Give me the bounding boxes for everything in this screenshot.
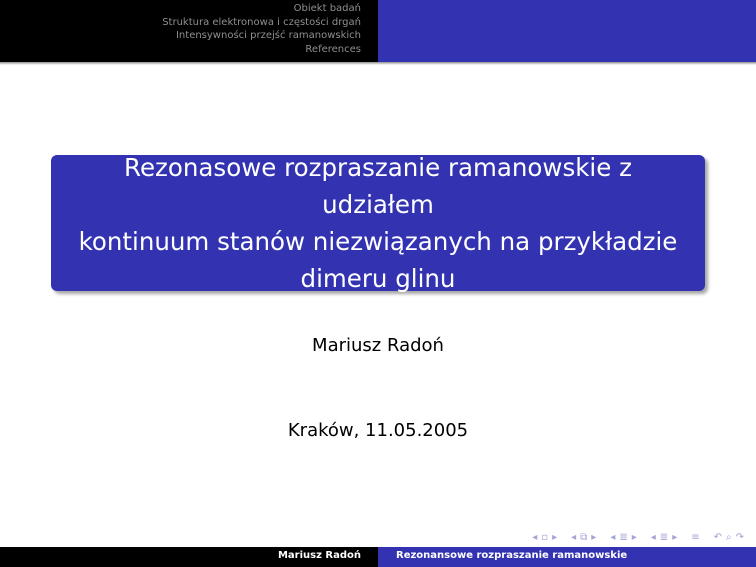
section-icon-2[interactable]: ≣ [659,531,669,543]
footer-title-panel [378,547,756,567]
section-link-references[interactable]: References [305,43,361,55]
search-icon[interactable]: ⌕ [726,531,732,543]
presentation-title [68,149,688,297]
title-line-2: kontinuum stanów niezwiązanych na przykładzie [78,227,678,256]
subsection-next-icon[interactable]: ▸ [591,531,597,543]
header-subsection-panel [378,0,756,62]
subsection-prev-icon[interactable]: ◂ [571,531,577,543]
presentation-date: Kraków, 11.05.2005 [287,420,469,441]
author-name: Mariusz Radoń [312,335,444,356]
section-icon[interactable]: ≣ [619,531,628,543]
back-icon[interactable]: ↶ [713,531,722,543]
header-bar [0,0,756,62]
section-nav [162,2,361,56]
section-link-struktura[interactable]: Struktura elektronowa i częstości drgań [162,16,361,28]
title-line-3: dimeru glinu [300,264,456,293]
title-block [51,155,705,291]
subsection-icon[interactable]: ⧉ [580,531,588,543]
section-link-intensywnosci[interactable]: Intensywności przejść ramanowskich [175,30,361,41]
frame-prev-icon[interactable]: ◂ [532,531,538,543]
footer-author-panel [0,547,378,567]
header-section-panel [0,0,378,62]
frame-next-icon[interactable]: ▸ [552,531,558,543]
section-next-icon[interactable]: ▸ [631,531,637,543]
section-next-icon-2[interactable]: ▸ [672,531,678,543]
header-shadow [0,62,756,65]
section-link-obiekt[interactable]: Obiekt badań [293,3,361,14]
slide-icon[interactable]: ▫ [541,531,549,543]
beamer-navigation [530,530,746,544]
forward-icon[interactable]: ↷ [735,531,744,543]
section-prev-icon[interactable]: ◂ [610,531,616,543]
section-prev-icon-2[interactable]: ◂ [650,531,656,543]
footer-bar [0,547,756,567]
align-icon[interactable]: ≡ [691,531,700,543]
footer-author: Mariusz Radoń [277,550,361,561]
footer-title: Rezonansowe rozpraszanie ramanowskie [396,550,628,561]
title-line-1: Rezonasowe rozpraszanie ramanowskie z udziałem [124,153,632,219]
